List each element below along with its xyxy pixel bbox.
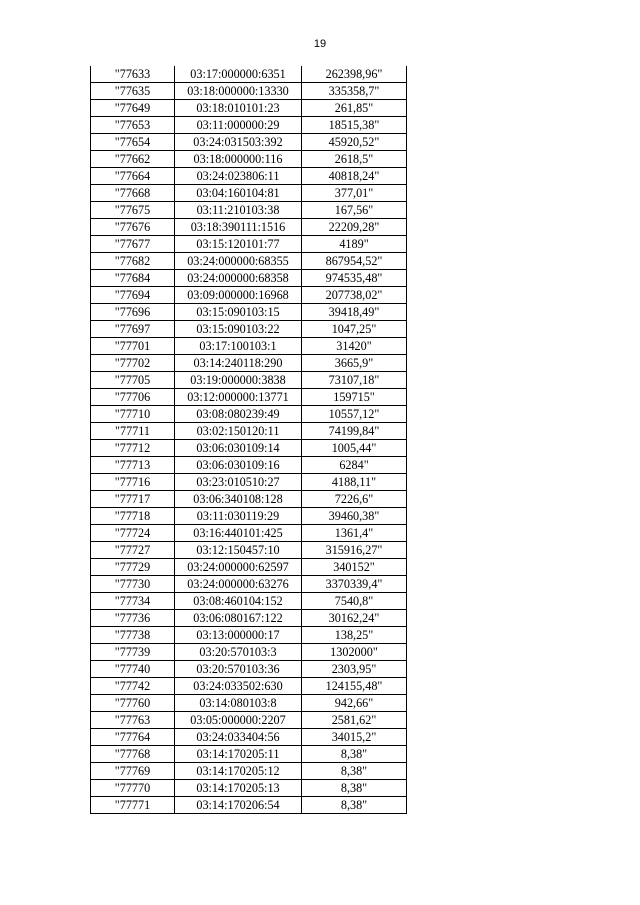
table-row (91, 593, 407, 610)
cadastral-number-cell: 03:18:390111:1516 (175, 219, 302, 236)
value-cell: 2618,5" (302, 151, 407, 168)
record-id-cell: "77654 (91, 134, 175, 151)
value-cell: 7226,6" (302, 491, 407, 508)
record-id-cell: "77705 (91, 372, 175, 389)
record-id-cell: "77684 (91, 270, 175, 287)
cadastral-number-cell: 03:17:100103:1 (175, 338, 302, 355)
cadastral-number-cell: 03:15:090103:15 (175, 304, 302, 321)
table-row (91, 151, 407, 168)
value-cell: 74199,84" (302, 423, 407, 440)
record-id-cell: "77769 (91, 763, 175, 780)
table-row (91, 610, 407, 627)
record-id-cell: "77653 (91, 117, 175, 134)
cadastral-number-cell: 03:14:170205:11 (175, 746, 302, 763)
value-cell: 2303,95" (302, 661, 407, 678)
value-cell: 974535,48" (302, 270, 407, 287)
cadastral-number-cell: 03:11:210103:38 (175, 202, 302, 219)
table-row (91, 729, 407, 746)
value-cell: 4188,11" (302, 474, 407, 491)
value-cell: 942,66" (302, 695, 407, 712)
value-cell: 10557,12" (302, 406, 407, 423)
cadastral-number-cell: 03:14:170205:13 (175, 780, 302, 797)
cadastral-number-cell: 03:24:031503:392 (175, 134, 302, 151)
record-id-cell: "77736 (91, 610, 175, 627)
cadastral-number-cell: 03:19:000000:3838 (175, 372, 302, 389)
record-id-cell: "77649 (91, 100, 175, 117)
value-cell: 30162,24" (302, 610, 407, 627)
record-id-cell: "77675 (91, 202, 175, 219)
table-row (91, 644, 407, 661)
record-id-cell: "77727 (91, 542, 175, 559)
cadastral-number-cell: 03:05:000000:2207 (175, 712, 302, 729)
value-cell: 18515,38" (302, 117, 407, 134)
record-id-cell: "77768 (91, 746, 175, 763)
cadastral-number-cell: 03:18:000000:13330 (175, 83, 302, 100)
record-id-cell: "77734 (91, 593, 175, 610)
cadastral-number-cell: 03:14:170205:12 (175, 763, 302, 780)
value-cell: 159715" (302, 389, 407, 406)
record-id-cell: "77696 (91, 304, 175, 321)
record-id-cell: "77702 (91, 355, 175, 372)
table-row (91, 117, 407, 134)
cadastral-number-cell: 03:11:030119:29 (175, 508, 302, 525)
table-row (91, 321, 407, 338)
table-row (91, 168, 407, 185)
table-row (91, 304, 407, 321)
table-row (91, 542, 407, 559)
value-cell: 22209,28" (302, 219, 407, 236)
record-id-cell: "77677 (91, 236, 175, 253)
cadastral-number-cell: 03:13:000000:17 (175, 627, 302, 644)
value-cell: 31420" (302, 338, 407, 355)
record-id-cell: "77764 (91, 729, 175, 746)
record-id-cell: "77664 (91, 168, 175, 185)
value-cell: 3665,9" (302, 355, 407, 372)
table-row (91, 389, 407, 406)
cadastral-number-cell: 03:24:033404:56 (175, 729, 302, 746)
table-row (91, 406, 407, 423)
table-row (91, 661, 407, 678)
cadastral-number-cell: 03:24:000000:68358 (175, 270, 302, 287)
table-row (91, 474, 407, 491)
value-cell: 39418,49" (302, 304, 407, 321)
value-cell: 340152" (302, 559, 407, 576)
value-cell: 1005,44" (302, 440, 407, 457)
value-cell: 3370339,4" (302, 576, 407, 593)
table-row (91, 236, 407, 253)
table-body (91, 66, 407, 814)
table-row (91, 712, 407, 729)
table-row (91, 695, 407, 712)
value-cell: 8,38" (302, 763, 407, 780)
table-row (91, 457, 407, 474)
record-id-cell: "77694 (91, 287, 175, 304)
cadastral-number-cell: 03:24:033502:630 (175, 678, 302, 695)
cadastral-number-cell: 03:11:000000:29 (175, 117, 302, 134)
record-id-cell: "77729 (91, 559, 175, 576)
record-id-cell: "77662 (91, 151, 175, 168)
value-cell: 315916,27" (302, 542, 407, 559)
table-row (91, 763, 407, 780)
table-row (91, 576, 407, 593)
cadastral-number-cell: 03:15:120101:77 (175, 236, 302, 253)
cadastral-number-cell: 03:24:000000:63276 (175, 576, 302, 593)
table-row (91, 134, 407, 151)
cadastral-number-cell: 03:24:023806:11 (175, 168, 302, 185)
table-row (91, 83, 407, 100)
value-cell: 867954,52" (302, 253, 407, 270)
table-row (91, 491, 407, 508)
table-row (91, 627, 407, 644)
record-id-cell: "77724 (91, 525, 175, 542)
table-row (91, 287, 407, 304)
value-cell: 124155,48" (302, 678, 407, 695)
value-cell: 262398,96" (302, 66, 407, 83)
cadastral-number-cell: 03:14:170206:54 (175, 797, 302, 814)
cadastral-number-cell: 03:20:570103:36 (175, 661, 302, 678)
record-id-cell: "77710 (91, 406, 175, 423)
cadastral-number-cell: 03:17:000000:6351 (175, 66, 302, 83)
cadastral-number-cell: 03:06:080167:122 (175, 610, 302, 627)
value-cell: 2581,62" (302, 712, 407, 729)
record-id-cell: "77711 (91, 423, 175, 440)
table-row (91, 780, 407, 797)
record-id-cell: "77739 (91, 644, 175, 661)
value-cell: 1361,4" (302, 525, 407, 542)
table-row (91, 797, 407, 814)
table-row (91, 202, 407, 219)
record-id-cell: "77676 (91, 219, 175, 236)
record-id-cell: "77718 (91, 508, 175, 525)
cadastral-number-cell: 03:06:340108:128 (175, 491, 302, 508)
table-row (91, 355, 407, 372)
cadastral-number-cell: 03:06:030109:16 (175, 457, 302, 474)
value-cell: 1047,25" (302, 321, 407, 338)
record-id-cell: "77717 (91, 491, 175, 508)
table-row (91, 746, 407, 763)
cadastral-number-cell: 03:12:000000:13771 (175, 389, 302, 406)
value-cell: 45920,52" (302, 134, 407, 151)
cadastral-number-cell: 03:08:460104:152 (175, 593, 302, 610)
cadastral-number-cell: 03:08:080239:49 (175, 406, 302, 423)
cadastral-number-cell: 03:24:000000:68355 (175, 253, 302, 270)
value-cell: 207738,02" (302, 287, 407, 304)
cadastral-number-cell: 03:23:010510:27 (175, 474, 302, 491)
record-id-cell: "77742 (91, 678, 175, 695)
value-cell: 7540,8" (302, 593, 407, 610)
record-id-cell: "77763 (91, 712, 175, 729)
record-id-cell: "77730 (91, 576, 175, 593)
table-row (91, 440, 407, 457)
cadastral-number-cell: 03:16:440101:425 (175, 525, 302, 542)
record-id-cell: "77706 (91, 389, 175, 406)
cadastral-number-cell: 03:18:000000:116 (175, 151, 302, 168)
value-cell: 377,01" (302, 185, 407, 202)
table-row (91, 525, 407, 542)
page-number: 19 (313, 38, 327, 50)
value-cell: 8,38" (302, 797, 407, 814)
record-id-cell: "77771 (91, 797, 175, 814)
cadastral-number-cell: 03:04:160104:81 (175, 185, 302, 202)
table-row (91, 508, 407, 525)
value-cell: 261,85" (302, 100, 407, 117)
record-id-cell: "77738 (91, 627, 175, 644)
record-id-cell: "77633 (91, 66, 175, 83)
value-cell: 8,38" (302, 780, 407, 797)
table-row (91, 423, 407, 440)
table-row (91, 372, 407, 389)
record-id-cell: "77760 (91, 695, 175, 712)
cadastral-number-cell: 03:02:150120:11 (175, 423, 302, 440)
record-id-cell: "77740 (91, 661, 175, 678)
record-id-cell: "77712 (91, 440, 175, 457)
record-id-cell: "77697 (91, 321, 175, 338)
table-row (91, 185, 407, 202)
cadastral-number-cell: 03:09:000000:16968 (175, 287, 302, 304)
table-row (91, 219, 407, 236)
table-row (91, 66, 407, 83)
value-cell: 138,25" (302, 627, 407, 644)
value-cell: 1302000" (302, 644, 407, 661)
table-row (91, 253, 407, 270)
value-cell: 6284" (302, 457, 407, 474)
cadastral-number-cell: 03:12:150457:10 (175, 542, 302, 559)
record-id-cell: "77668 (91, 185, 175, 202)
cadastral-number-cell: 03:06:030109:14 (175, 440, 302, 457)
record-id-cell: "77713 (91, 457, 175, 474)
record-id-cell: "77701 (91, 338, 175, 355)
cadastral-number-cell: 03:18:010101:23 (175, 100, 302, 117)
value-cell: 34015,2" (302, 729, 407, 746)
cadastral-number-cell: 03:24:000000:62597 (175, 559, 302, 576)
record-id-cell: "77635 (91, 83, 175, 100)
table-row (91, 338, 407, 355)
value-cell: 39460,38" (302, 508, 407, 525)
table-row (91, 270, 407, 287)
table-row (91, 100, 407, 117)
value-cell: 40818,24" (302, 168, 407, 185)
record-id-cell: "77716 (91, 474, 175, 491)
cadastral-number-cell: 03:15:090103:22 (175, 321, 302, 338)
value-cell: 4189" (302, 236, 407, 253)
value-cell: 335358,7" (302, 83, 407, 100)
record-id-cell: "77770 (91, 780, 175, 797)
value-cell: 167,56" (302, 202, 407, 219)
value-cell: 73107,18" (302, 372, 407, 389)
table-row (91, 678, 407, 695)
data-table (90, 66, 407, 814)
value-cell: 8,38" (302, 746, 407, 763)
cadastral-number-cell: 03:14:240118:290 (175, 355, 302, 372)
table-row (91, 559, 407, 576)
cadastral-number-cell: 03:20:570103:3 (175, 644, 302, 661)
record-id-cell: "77682 (91, 253, 175, 270)
cadastral-number-cell: 03:14:080103:8 (175, 695, 302, 712)
